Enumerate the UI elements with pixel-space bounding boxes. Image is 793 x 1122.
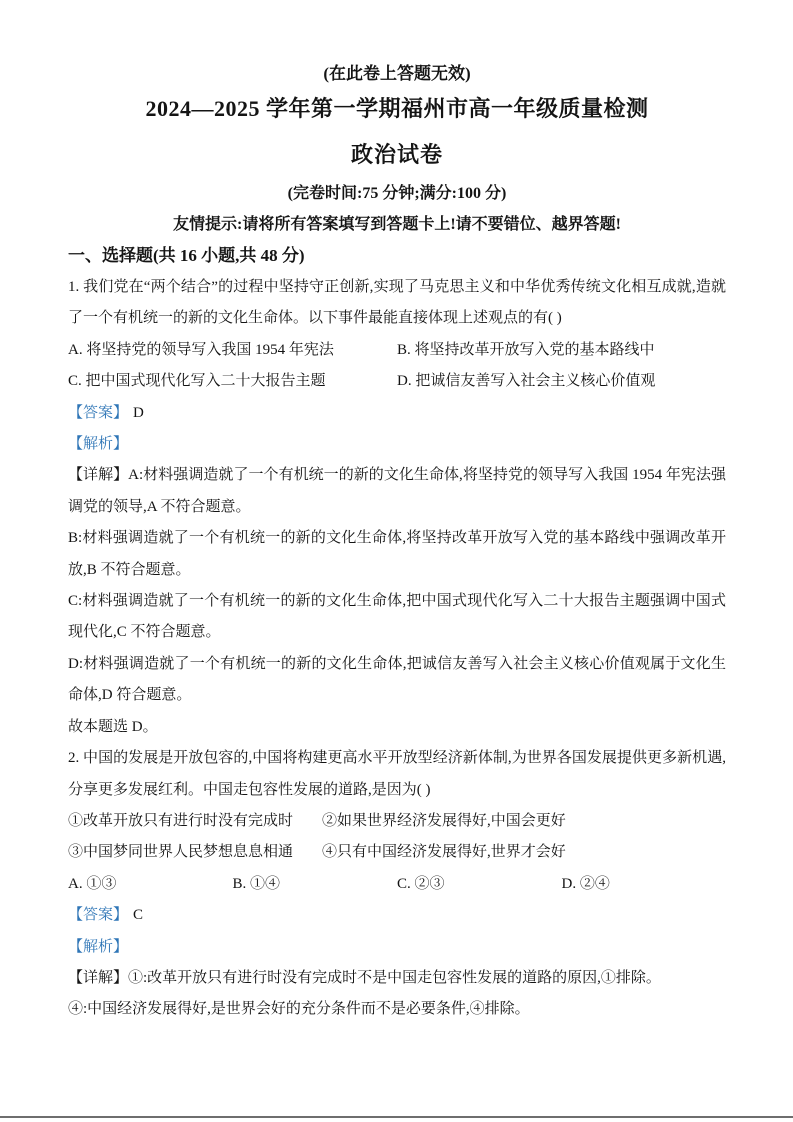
question-2-option-b: B. ①④ <box>232 875 281 892</box>
question-2-detail-1: 【详解】①:改革开放只有进行时没有完成时不是中国走包容性发展的道路的原因,①排除。 <box>68 969 661 986</box>
question-2-statement-2: ②如果世界经济发展得好,中国会更好 <box>322 812 566 829</box>
question-1-detail-d: D:材料强调造就了一个有机统一的新的文化生命体,把诚信友善写入社会主义核心价值观属于文化生命体,D 符合题意。 <box>68 655 726 704</box>
question-2-option-d: D. ②④ <box>561 875 610 892</box>
question-2-answer-value: C <box>133 907 144 924</box>
friendly-reminder: 友情提示:请将所有答案填写到答题卡上!请不要错位、越界答题! <box>173 216 621 233</box>
question-1-options-row-2 <box>68 366 726 397</box>
question-2-statements-row-1 <box>68 806 726 837</box>
question-2-option-c: C. ②③ <box>397 875 445 892</box>
question-1-answer-line <box>68 398 726 429</box>
answer-label: 【答案】 <box>68 404 129 421</box>
paper-title: 政治试卷 <box>350 142 443 167</box>
question-2-stem: 2. 中国的发展是开放包容的,中国将构建更高水平开放型经济新体制,为世界各国发展提供更多新机遇,分享更多发展红利。中国走包容性发展的道路,是因为( ) <box>68 750 726 798</box>
question-2-analysis-line <box>68 932 726 963</box>
question-1-option-b: B. 将坚持改革开放写入党的基本路线中 <box>397 341 655 358</box>
question-1-analysis-line <box>68 429 726 460</box>
question-1-answer-value: D <box>133 404 144 421</box>
question-1-option-c: C. 把中国式现代化写入二十大报告主题 <box>68 373 326 390</box>
question-2-statements-row-2 <box>68 837 726 868</box>
question-1-detail-b: B:材料强调造就了一个有机统一的新的文化生命体,将坚持改革开放写入党的基本路线中强调改革开放,B 不符合题意。 <box>68 530 726 578</box>
question-1-conclusion: 故本题选 D。 <box>68 718 158 735</box>
section-1-heading: 一、选择题(共 16 小题,共 48 分) <box>68 246 305 265</box>
question-2-options-row <box>68 869 726 900</box>
invalid-notice: (在此卷上答题无效) <box>323 64 471 83</box>
exam-time-info: (完卷时间:75 分钟;满分:100 分) <box>287 185 507 202</box>
question-2-detail-4: ④:中国经济发展得好,是世界会好的充分条件而不是必要条件,④排除。 <box>68 1001 530 1018</box>
question-1-option-a: A. 将坚持党的领导写入我国 1954 年宪法 <box>68 341 334 358</box>
page-bottom-rule <box>0 1116 793 1118</box>
question-2-statement-4: ④只有中国经济发展得好,世界才会好 <box>322 844 566 861</box>
answer-label: 【答案】 <box>68 907 129 924</box>
question-1-option-d: D. 把诚信友善写入社会主义核心价值观 <box>397 373 656 390</box>
exam-title: 2024—2025 学年第一学期福州市高一年级质量检测 <box>145 96 649 121</box>
question-2-answer-line <box>68 900 726 931</box>
question-1-detail-c: C:材料强调造就了一个有机统一的新的文化生命体,把中国式现代化写入二十大报告主题强调中国式现代化,C 不符合题意。 <box>68 593 726 641</box>
question-1-detail-a: 【详解】A:材料强调造就了一个有机统一的新的文化生命体,将坚持党的领导写入我国 1954 年宪法强调党的领导,A 不符合题意。 <box>68 467 726 515</box>
question-2-statement-3: ③中国梦同世界人民梦想息息相通 <box>68 844 294 861</box>
analysis-label: 【解析】 <box>68 938 129 955</box>
question-1-stem: 1. 我们党在“两个结合”的过程中坚持守正创新,实现了马克思主义和中华优秀传统文化相互成就,造就了一个有机统一的新的文化生命体。以下事件最能直接体现上述观点的有( ) <box>68 279 726 327</box>
question-2-option-a: A. ①③ <box>68 875 117 892</box>
question-2-statement-1: ①改革开放只有进行时没有完成时 <box>68 812 294 829</box>
analysis-label: 【解析】 <box>68 436 129 453</box>
question-1-options-row-1 <box>68 335 726 366</box>
